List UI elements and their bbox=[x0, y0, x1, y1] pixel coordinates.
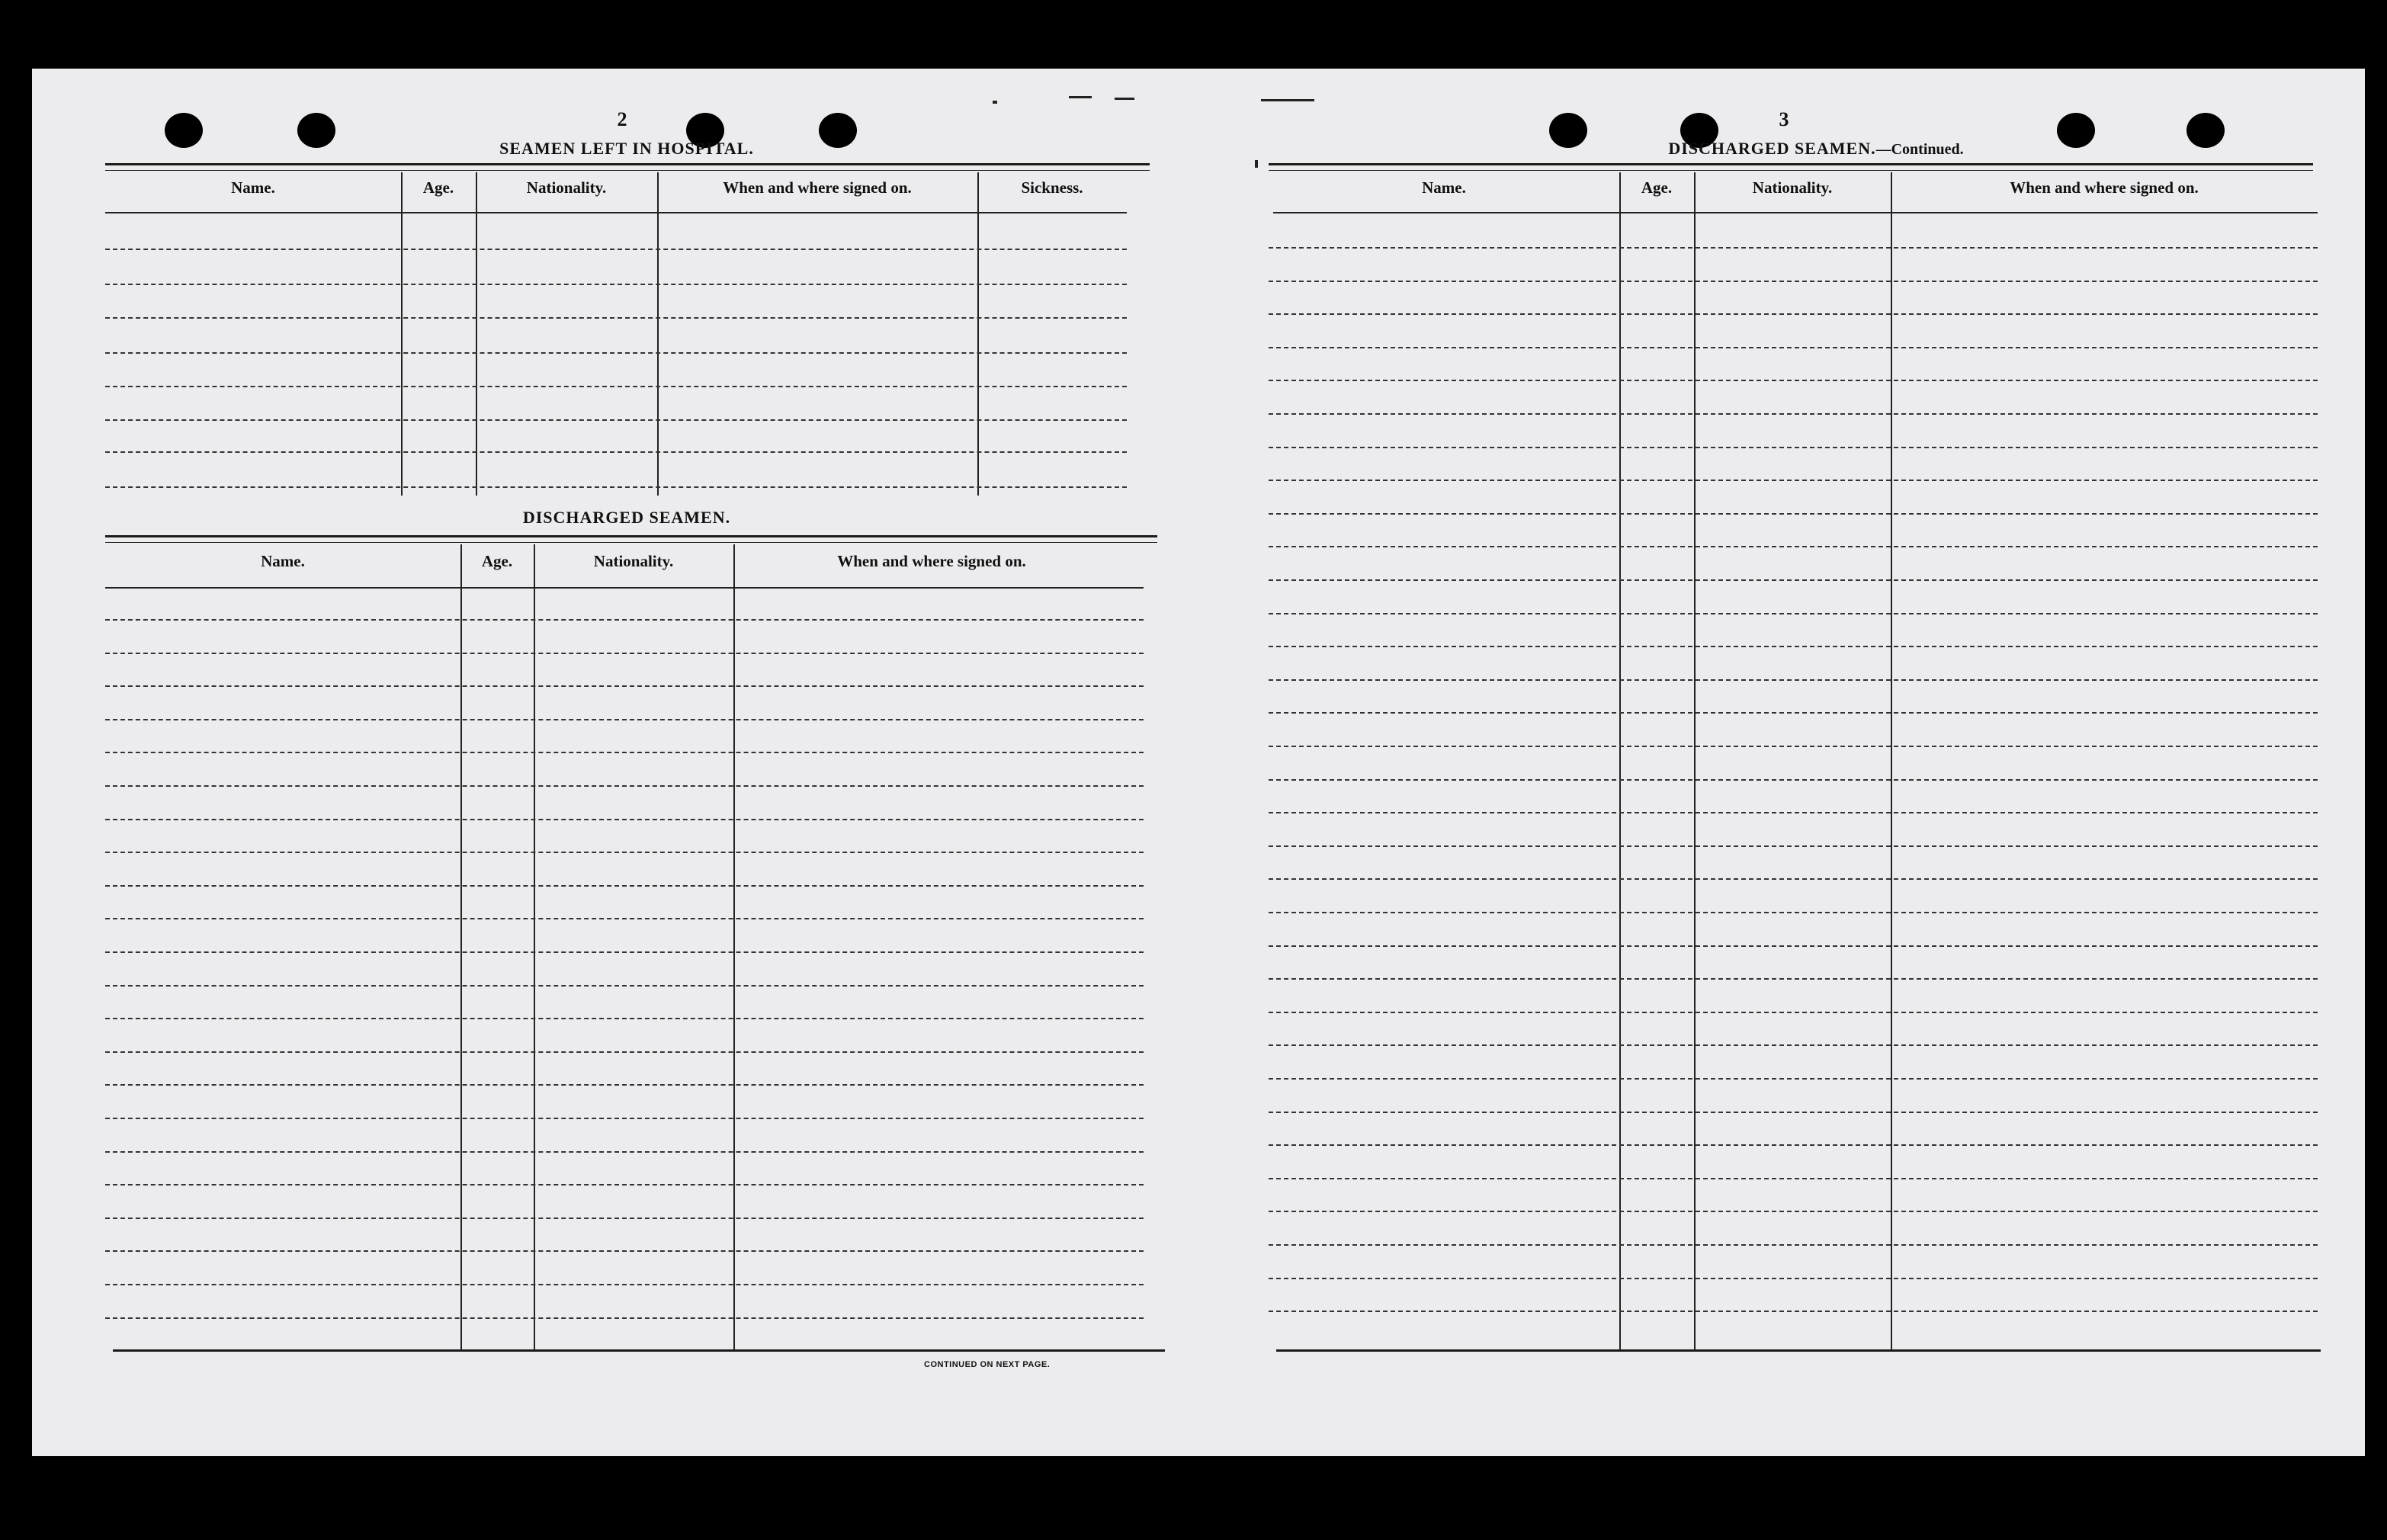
row-line bbox=[1269, 447, 2318, 448]
discharged-continued-table bbox=[1269, 172, 2318, 1349]
row-line bbox=[1269, 1144, 2318, 1146]
row-line bbox=[105, 852, 1144, 853]
row-line bbox=[105, 1118, 1144, 1119]
column-divider bbox=[977, 172, 979, 496]
column-divider bbox=[1891, 172, 1892, 1349]
row-line bbox=[1269, 480, 2318, 481]
row-line bbox=[105, 284, 1127, 285]
row-line bbox=[105, 719, 1144, 720]
continued-note: CONTINUED ON NEXT PAGE. bbox=[924, 1360, 1051, 1369]
row-line bbox=[1269, 546, 2318, 547]
row-line bbox=[1269, 1112, 2318, 1113]
row-line bbox=[1269, 1078, 2318, 1080]
column-divider bbox=[401, 172, 403, 496]
header-rule bbox=[1273, 212, 2318, 213]
row-line bbox=[1269, 281, 2318, 282]
discharged-table bbox=[105, 544, 1157, 1349]
column-divider bbox=[1694, 172, 1696, 1349]
row-line bbox=[105, 985, 1144, 987]
row-line bbox=[105, 819, 1144, 820]
row-line bbox=[105, 885, 1144, 887]
row-line bbox=[105, 386, 1127, 387]
row-line bbox=[105, 1051, 1144, 1053]
stray-mark bbox=[1115, 98, 1134, 100]
row-line bbox=[1269, 878, 2318, 880]
row-line bbox=[105, 1317, 1144, 1319]
row-line bbox=[1269, 1311, 2318, 1312]
row-line bbox=[1269, 679, 2318, 681]
row-line bbox=[105, 352, 1127, 354]
row-line bbox=[105, 685, 1144, 687]
column-header-age: Age. bbox=[422, 178, 454, 197]
column-header-signed-on: When and where signed on. bbox=[723, 178, 912, 197]
row-line bbox=[105, 451, 1127, 453]
column-header-nationality: Nationality. bbox=[1752, 178, 1833, 197]
heading-double-rule bbox=[105, 535, 1157, 543]
heading-double-rule bbox=[105, 163, 1150, 171]
row-line bbox=[1269, 613, 2318, 614]
column-header-name: Name. bbox=[261, 552, 305, 570]
row-line bbox=[1269, 912, 2318, 913]
row-line bbox=[105, 419, 1127, 421]
row-line bbox=[1269, 1244, 2318, 1246]
row-line bbox=[1269, 247, 2318, 249]
row-line bbox=[105, 486, 1127, 488]
row-line bbox=[105, 1250, 1144, 1252]
bottom-rule bbox=[1276, 1349, 2321, 1352]
column-header-nationality: Nationality. bbox=[526, 178, 607, 197]
row-line bbox=[1269, 380, 2318, 381]
row-line bbox=[1269, 1012, 2318, 1013]
row-line bbox=[105, 1084, 1144, 1086]
row-line bbox=[1269, 845, 2318, 847]
column-divider bbox=[460, 544, 462, 1349]
row-line bbox=[105, 1284, 1144, 1285]
column-header-nationality: Nationality. bbox=[593, 552, 674, 570]
row-line bbox=[1269, 313, 2318, 315]
column-header-sickness: Sickness. bbox=[1021, 178, 1083, 197]
column-header-age: Age. bbox=[1641, 178, 1673, 197]
hospital-table bbox=[105, 172, 1150, 496]
section-heading-discharged-continued bbox=[1603, 139, 2029, 159]
column-divider bbox=[733, 544, 735, 1349]
header-rule bbox=[105, 587, 1144, 589]
row-line bbox=[105, 1151, 1144, 1153]
row-line bbox=[105, 1218, 1144, 1219]
row-line bbox=[105, 918, 1144, 919]
row-line bbox=[105, 1184, 1144, 1185]
row-line bbox=[1269, 945, 2318, 947]
column-header-signed-on: When and where signed on. bbox=[2010, 178, 2199, 197]
row-line bbox=[1269, 1211, 2318, 1212]
row-line bbox=[1269, 812, 2318, 813]
row-line bbox=[1269, 978, 2318, 980]
column-header-name: Name. bbox=[231, 178, 275, 197]
section-heading-discharged: DISCHARGED SEAMEN. bbox=[522, 508, 731, 527]
stray-mark bbox=[1255, 160, 1258, 168]
column-divider bbox=[476, 172, 477, 496]
heading-double-rule bbox=[1269, 163, 2313, 171]
punch-hole bbox=[1549, 113, 1587, 148]
row-line bbox=[1269, 779, 2318, 781]
row-line bbox=[105, 653, 1144, 654]
row-line bbox=[105, 752, 1144, 753]
row-line bbox=[105, 619, 1144, 621]
row-line bbox=[1269, 1278, 2318, 1279]
punch-hole bbox=[297, 113, 335, 148]
column-header-name: Name. bbox=[1422, 178, 1466, 197]
row-line bbox=[105, 317, 1127, 319]
row-line bbox=[1269, 347, 2318, 348]
row-line bbox=[105, 249, 1127, 250]
row-line bbox=[1269, 413, 2318, 415]
row-line bbox=[105, 951, 1144, 953]
header-rule bbox=[105, 212, 1127, 213]
punch-hole bbox=[2186, 113, 2225, 148]
stray-mark bbox=[1261, 99, 1314, 101]
bottom-rule bbox=[113, 1349, 1165, 1352]
row-line bbox=[1269, 1044, 2318, 1046]
row-line bbox=[1269, 513, 2318, 515]
page-number: 3 bbox=[1779, 108, 1789, 130]
row-line bbox=[1269, 1178, 2318, 1179]
row-line bbox=[1269, 712, 2318, 714]
row-line bbox=[1269, 579, 2318, 581]
heading-suffix: —Continued. bbox=[1875, 141, 1964, 158]
document-sheet bbox=[32, 69, 2365, 1456]
row-line bbox=[1269, 646, 2318, 647]
punch-hole bbox=[2057, 113, 2095, 148]
column-divider bbox=[1619, 172, 1621, 1349]
page-number: 2 bbox=[617, 108, 627, 130]
row-line bbox=[105, 785, 1144, 787]
column-divider bbox=[657, 172, 659, 496]
stray-mark bbox=[1069, 96, 1092, 98]
row-line bbox=[105, 1018, 1144, 1019]
column-divider bbox=[534, 544, 535, 1349]
section-heading-hospital: SEAMEN LEFT IN HOSPITAL. bbox=[499, 139, 754, 158]
stray-mark bbox=[993, 101, 997, 104]
row-line bbox=[1269, 746, 2318, 747]
column-header-age: Age. bbox=[481, 552, 513, 570]
column-header-signed-on: When and where signed on. bbox=[837, 552, 1026, 570]
heading-text: DISCHARGED SEAMEN. bbox=[1668, 139, 1876, 158]
punch-hole bbox=[165, 113, 203, 148]
